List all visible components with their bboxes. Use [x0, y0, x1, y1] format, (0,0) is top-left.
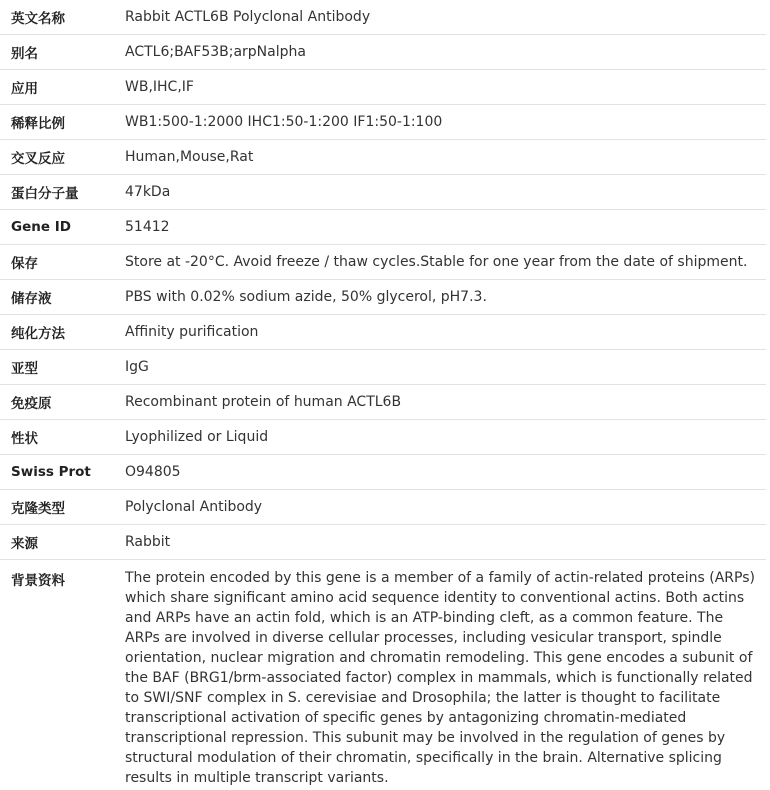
spec-value: ACTL6;BAF53B;arpNalpha	[114, 35, 766, 70]
spec-label: 免疫原	[0, 385, 114, 420]
spec-row-alias	[0, 35, 766, 70]
spec-row-host	[0, 525, 766, 560]
spec-row-storage	[0, 245, 766, 280]
spec-value: Affinity purification	[114, 315, 766, 350]
spec-value: Rabbit ACTL6B Polyclonal Antibody	[114, 0, 766, 35]
spec-row-clonality	[0, 490, 766, 525]
spec-label: 英文名称	[0, 0, 114, 35]
spec-label: 稀释比例	[0, 105, 114, 140]
spec-row-gene-id	[0, 210, 766, 245]
spec-label: 应用	[0, 70, 114, 105]
spec-value: WB1:500-1:2000 IHC1:50-1:200 IF1:50-1:100	[114, 105, 766, 140]
spec-value: Lyophilized or Liquid	[114, 420, 766, 455]
spec-label: 别名	[0, 35, 114, 70]
spec-value: 51412	[114, 210, 766, 245]
spec-value: O94805	[114, 455, 766, 490]
spec-label: 亚型	[0, 350, 114, 385]
spec-value: 47kDa	[114, 175, 766, 210]
spec-value: PBS with 0.02% sodium azide, 50% glycerol, pH7.3.	[114, 280, 766, 315]
spec-row-molecular-weight	[0, 175, 766, 210]
spec-label: 蛋白分子量	[0, 175, 114, 210]
spec-row-english-name	[0, 0, 766, 35]
spec-value: Store at -20°C. Avoid freeze / thaw cycles.Stable for one year from the date of shipment.	[114, 245, 766, 280]
spec-row-dilution	[0, 105, 766, 140]
spec-row-form	[0, 420, 766, 455]
spec-label: 纯化方法	[0, 315, 114, 350]
spec-value: Polyclonal Antibody	[114, 490, 766, 525]
spec-row-swiss-prot	[0, 455, 766, 490]
background-label: 背景资料	[0, 560, 114, 790]
spec-label: Gene ID	[0, 210, 114, 245]
spec-label: 交叉反应	[0, 140, 114, 175]
spec-label: 保存	[0, 245, 114, 280]
spec-row-purification	[0, 315, 766, 350]
spec-row-application	[0, 70, 766, 105]
spec-label: 性状	[0, 420, 114, 455]
spec-row-buffer	[0, 280, 766, 315]
spec-value: Rabbit	[114, 525, 766, 560]
spec-row-background	[0, 560, 766, 790]
spec-value: WB,IHC,IF	[114, 70, 766, 105]
spec-label: Swiss Prot	[0, 455, 114, 490]
spec-label: 储存液	[0, 280, 114, 315]
spec-row-cross-reactivity	[0, 140, 766, 175]
spec-value: IgG	[114, 350, 766, 385]
spec-value: Human,Mouse,Rat	[114, 140, 766, 175]
background-text: The protein encoded by this gene is a member of a family of actin-related proteins (ARPs) which share significant amino acid sequence identity to conventional actins. Both actins and ARPs have an actin fold, which is an ATP-binding cleft, as a common feature. The ARPs are involved in diverse cellular processes, including vesicular transport, spindle orientation, nuclear migration and chromatin remodeling. This gene encodes a subunit of the BAF (BRG1/brm-associated factor) complex in mammals, which is functionally related to SWI/SNF complex in S. cerevisiae and Drosophila; the latter is thought to facilitate transcriptional activation of specific genes by antagonizing chromatin-mediated transcriptional repression. This subunit may be involved in the regulation of genes by structural modulation of their chromatin, specifically in the brain. Alternative splicing results in multiple transcript variants.	[114, 560, 766, 790]
spec-value: Recombinant protein of human ACTL6B	[114, 385, 766, 420]
spec-label: 来源	[0, 525, 114, 560]
spec-label: 克隆类型	[0, 490, 114, 525]
spec-row-immunogen	[0, 385, 766, 420]
spec-row-isotype	[0, 350, 766, 385]
